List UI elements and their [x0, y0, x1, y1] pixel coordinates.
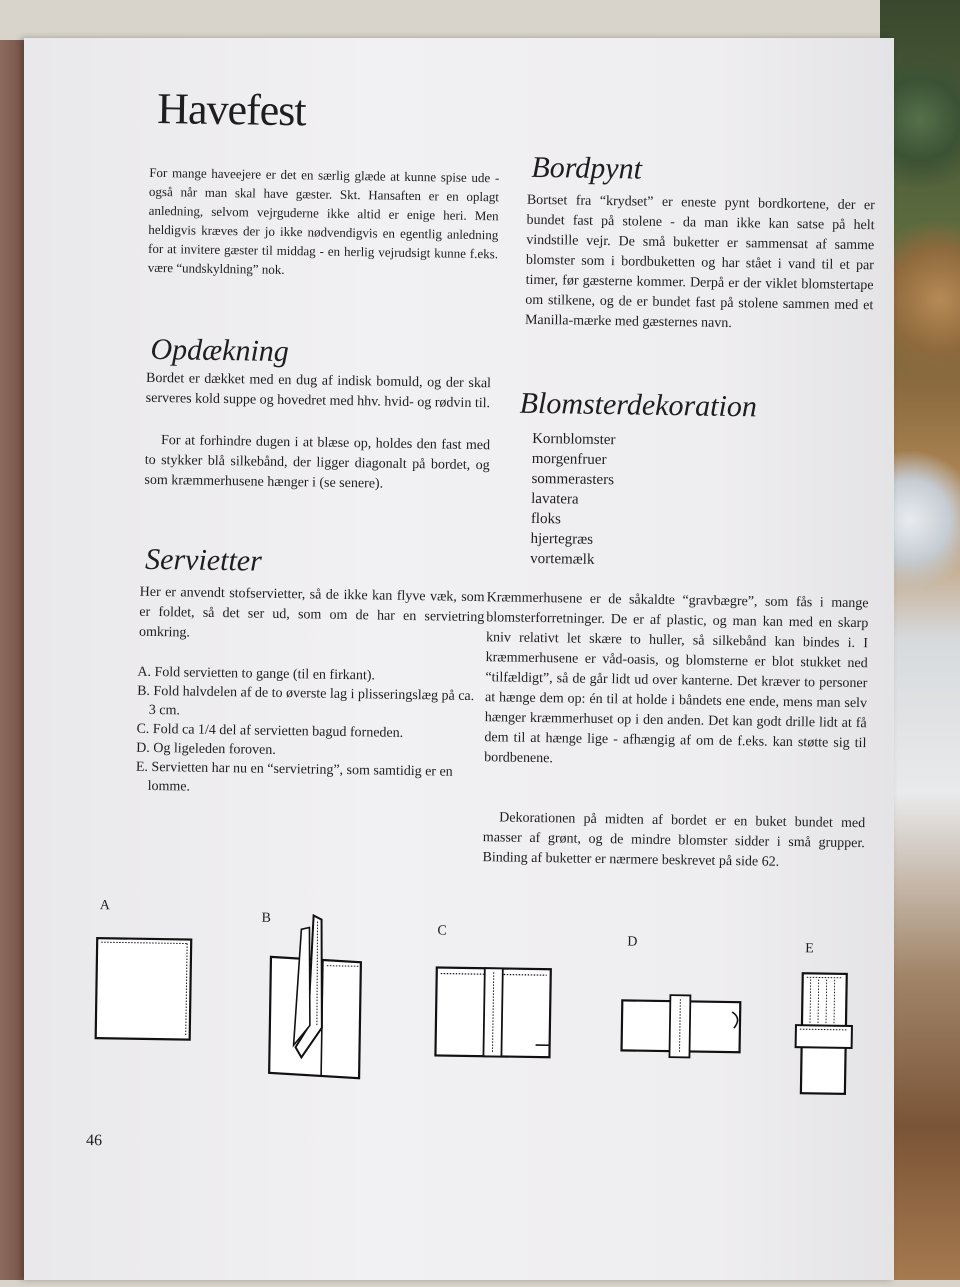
page-content	[14, 31, 903, 1287]
page-number: 46	[85, 1131, 103, 1150]
opdaekning-paragraph-2: For at forhindre dugen i at blæse op, holdes den fast med to stykker blå silkebånd, der ligger diagonalt på bordet, og som kræmmerhusene hænger i (se senere).	[144, 433, 491, 492]
list-item: vortemælk	[530, 550, 595, 568]
napkin-fold-a-illustration	[88, 928, 200, 1050]
figure-label-c: C	[437, 923, 447, 939]
opdaekning-paragraph-1: Bordet er dækket med en dug af indisk bomuld, og der skal serveres kold suppe og hovedret med hhv. hvid- og rødvin til.	[145, 370, 492, 412]
step-item: A. Fold servietten to gange (til en firkant).	[137, 664, 376, 684]
napkin-fold-e-illustration	[789, 963, 861, 1104]
servietter-paragraph: Her er anvendt stofservietter, så de ikke kan flyve væk, som er foldet, så det ser ud, som om de har en servietring omkring.	[138, 584, 485, 641]
flower-list	[530, 429, 732, 572]
list-item: floks	[530, 510, 562, 528]
step-item: D. Og ligeleden foroven.	[136, 740, 276, 758]
figure-label-d: D	[627, 934, 638, 950]
list-item: morgenfruer	[531, 450, 607, 469]
bordpynt-heading: Bordpynt	[531, 150, 643, 186]
folding-steps	[135, 663, 482, 801]
blomsterdekoration-paragraph-1: Kræmmerhusene er de såkaldte “gravbægre”, som fås i mange blomsterforretninger. De er af plastic, og man kan med en skarp kniv relativt let skære to huller, så silkebånd kan bindes i. I kræmmerhusene er våd-oasis, og blomsterne er blot stukket ned “tilfældigt”, så de går lidt ud over kanterne. Det kræver to personer at hænge dem op: én til at holde i båndets ene ende, mens man selv hænger kræmmerhuset op i den anden. Det kan godt drille lidt at få dem til at hænge lige - afhængig af om de f.eks. kan støtte sig til bordbenene.	[484, 590, 869, 767]
napkin-fold-b-illustration	[249, 907, 372, 1089]
blomsterdekoration-paragraph-2: Dekorationen på midten af bordet er en buket bundet med masser af grønt, og de mindre blomster sidder i små grupper. Binding af buketter er nærmere beskrevet på side 62.	[482, 810, 866, 870]
step-item: C. Fold ca 1/4 del af servietten bagud forneden.	[136, 721, 404, 741]
napkin-fold-c-illustration	[427, 957, 559, 1069]
napkin-fold-d-illustration	[615, 986, 746, 1068]
figure-label-b: B	[261, 910, 272, 926]
list-item: Kornblomster	[532, 430, 616, 449]
blomsterdekoration-heading: Blomsterdekoration	[519, 386, 758, 424]
step-item: E. Servietten har nu en “servietring”, som samtidig er en lomme.	[135, 759, 453, 795]
intro-paragraph: For mange haveejere er det en særlig glæde at kunne spise ude - også når man skal have gæster. Skt. Hansaften er en oplagt anledning, selvom vejrguderne ikke altid er enige heri. Men heldigvis kræves der jo ikke nødvendigvis en egentlig anledning for at invitere gæster til middag - en herlig vejrudsigt kunne f.eks. være “undskyldning” nok.	[147, 164, 500, 277]
figure-label-a: A	[99, 898, 110, 914]
list-item: sommerasters	[531, 470, 615, 489]
list-item: lavatera	[531, 490, 579, 508]
step-item: B. Fold halvdelen af de to øverste lag i plisseringslæg på ca. 3 cm.	[137, 683, 475, 719]
figure-label-e: E	[805, 941, 814, 957]
list-item: hjertegræs	[530, 530, 594, 548]
servietter-heading: Servietter	[144, 542, 263, 578]
book-page	[24, 38, 894, 1280]
bordpynt-paragraph: Bortset fra “krydset” er eneste pynt bordkortene, der er bundet fast på stolene - da man ikke kan satse på helt vindstille vejr. De små buketter er sammensat af samme blomster som i bordbuketten og har stået i vand til et par timer, før gæsterne kommer. Derpå er der viklet blomstertape om stilkene, og de er bundet fast på stolene sammen med et Manilla-mærke med gæsternes navn.	[524, 192, 875, 332]
opdaekning-heading: Opdækning	[150, 332, 290, 369]
page-title: Havefest	[156, 83, 307, 136]
